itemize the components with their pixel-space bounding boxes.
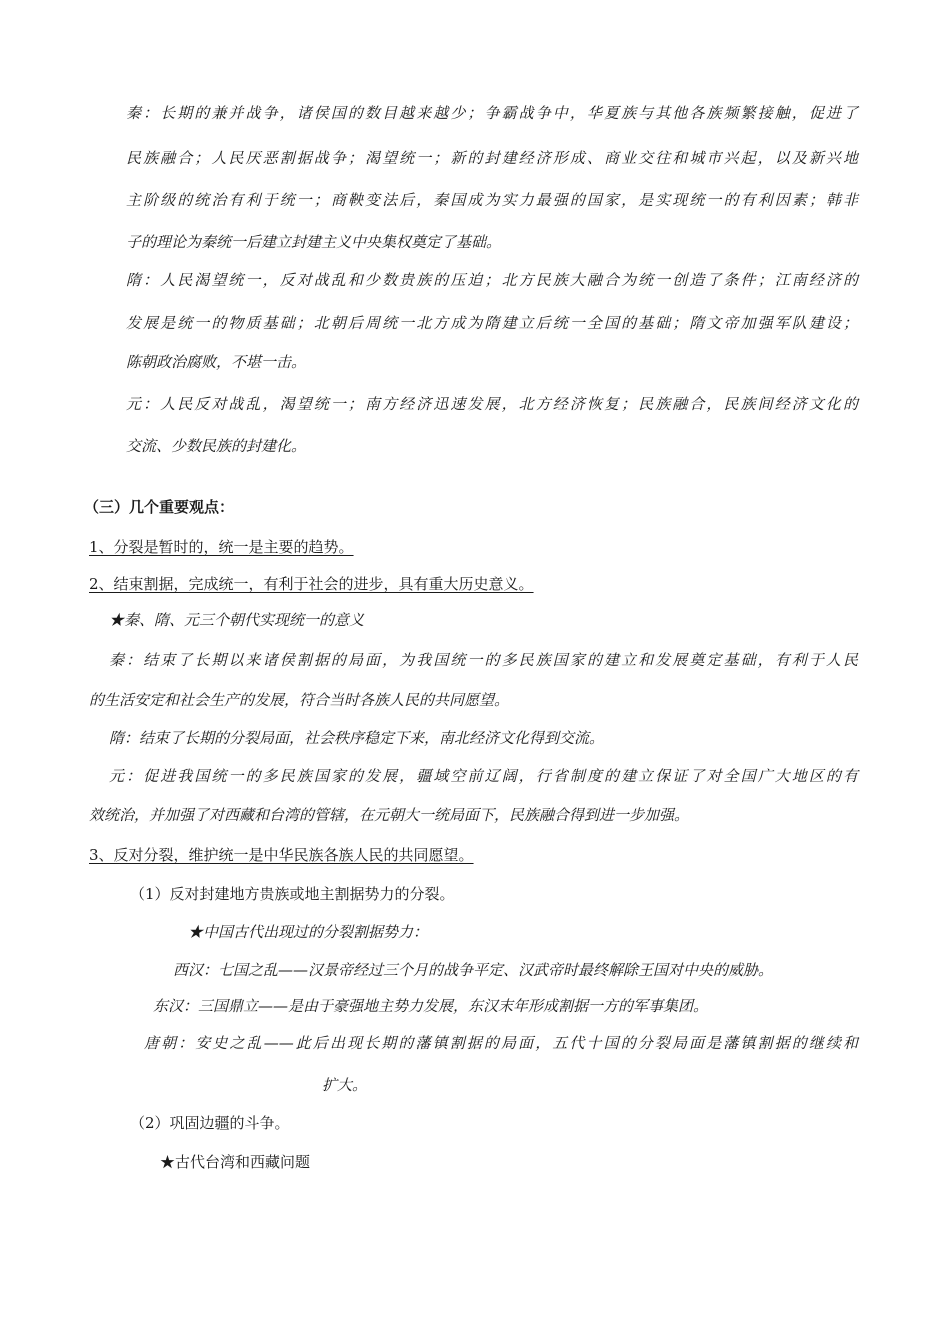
tang-line-1: 唐朝：安史之乱——此后出现长期的藩镇割据的局面，五代十国的分裂局面是藩镇割据的继续和 — [144, 1034, 858, 1052]
star-taiwan-tibet: ★古代台湾和西藏问题 — [160, 1153, 311, 1171]
point-2: 2、结束割据，完成统一，有利于社会的进步，具有重大历史意义。 — [89, 575, 534, 593]
qin-cause-line-4: 子的理论为秦统一后建立封建主义中央集权奠定了基础。 — [126, 233, 502, 251]
donghan-line: 东汉：三国鼎立——是由于豪强地主势力发展，东汉末年形成割据一方的军事集团。 — [153, 997, 709, 1015]
sub-point-2: （2）巩固边疆的斗争。 — [130, 1114, 290, 1132]
yuan-cause-line-2: 交流、少数民族的封建化。 — [126, 437, 307, 455]
star-separatism: ★中国古代出现过的分裂割据势力： — [188, 923, 429, 941]
qin-cause-line-1: 秦：长期的兼并战争，诸侯国的数目越来越少；争霸战争中，华夏族与其他各族频繁接触，促进了 — [126, 104, 858, 122]
tang-line-2: 扩大。 — [322, 1076, 368, 1094]
yuan-cause-line-1: 元：人民反对战乱，渴望统一；南方经济迅速发展，北方经济恢复；民族融合，民族间经济文化的 — [126, 395, 858, 413]
qin-significance-line-1: 秦：结束了长期以来诸侯割据的局面，为我国统一的多民族国家的建立和发展奠定基础，有利于人民 — [109, 651, 858, 669]
sui-cause-line-3: 陈朝政治腐败，不堪一击。 — [126, 353, 307, 371]
point-1: 1、分裂是暂时的，统一是主要的趋势。 — [89, 538, 354, 556]
xihan-line: 西汉：七国之乱——汉景帝经过三个月的战争平定、汉武帝时最终解除王国对中央的威胁。 — [173, 961, 774, 979]
qin-cause-line-3: 主阶级的统治有利于统一；商鞅变法后，秦国成为实力最强的国家，是实现统一的有利因素；韩非 — [126, 191, 858, 209]
qin-significance-line-2: 的生活安定和社会生产的发展，符合当时各族人民的共同愿望。 — [89, 691, 510, 709]
sub-point-1: （1）反对封建地方贵族或地主割据势力的分裂。 — [130, 885, 455, 903]
yuan-significance-line-1: 元：促进我国统一的多民族国家的发展，疆域空前辽阔，行省制度的建立保证了对全国广大地区的有 — [109, 767, 858, 785]
qin-cause-line-2: 民族融合；人民厌恶割据战争；渴望统一；新的封建经济形成、商业交往和城市兴起，以及新兴地 — [126, 149, 858, 167]
sui-significance: 隋：结束了长期的分裂局面，社会秩序稳定下来，南北经济文化得到交流。 — [109, 729, 605, 747]
sui-cause-line-2: 发展是统一的物质基础；北朝后周统一北方成为隋建立后统一全国的基础；隋文帝加强军队建设； — [126, 314, 858, 332]
yuan-significance-line-2: 效统治，并加强了对西藏和台湾的管辖，在元朝大一统局面下，民族融合得到进一步加强。 — [89, 806, 690, 824]
star-significance: ★秦、隋、元三个朝代实现统一的意义 — [109, 611, 365, 629]
sui-cause-line-1: 隋：人民渴望统一，反对战乱和少数贵族的压迫；北方民族大融合为统一创造了条件；江南经济的 — [126, 271, 858, 289]
section-heading: （三）几个重要观点： — [84, 498, 235, 516]
point-3: 3、反对分裂，维护统一是中华民族各族人民的共同愿望。 — [89, 846, 474, 864]
